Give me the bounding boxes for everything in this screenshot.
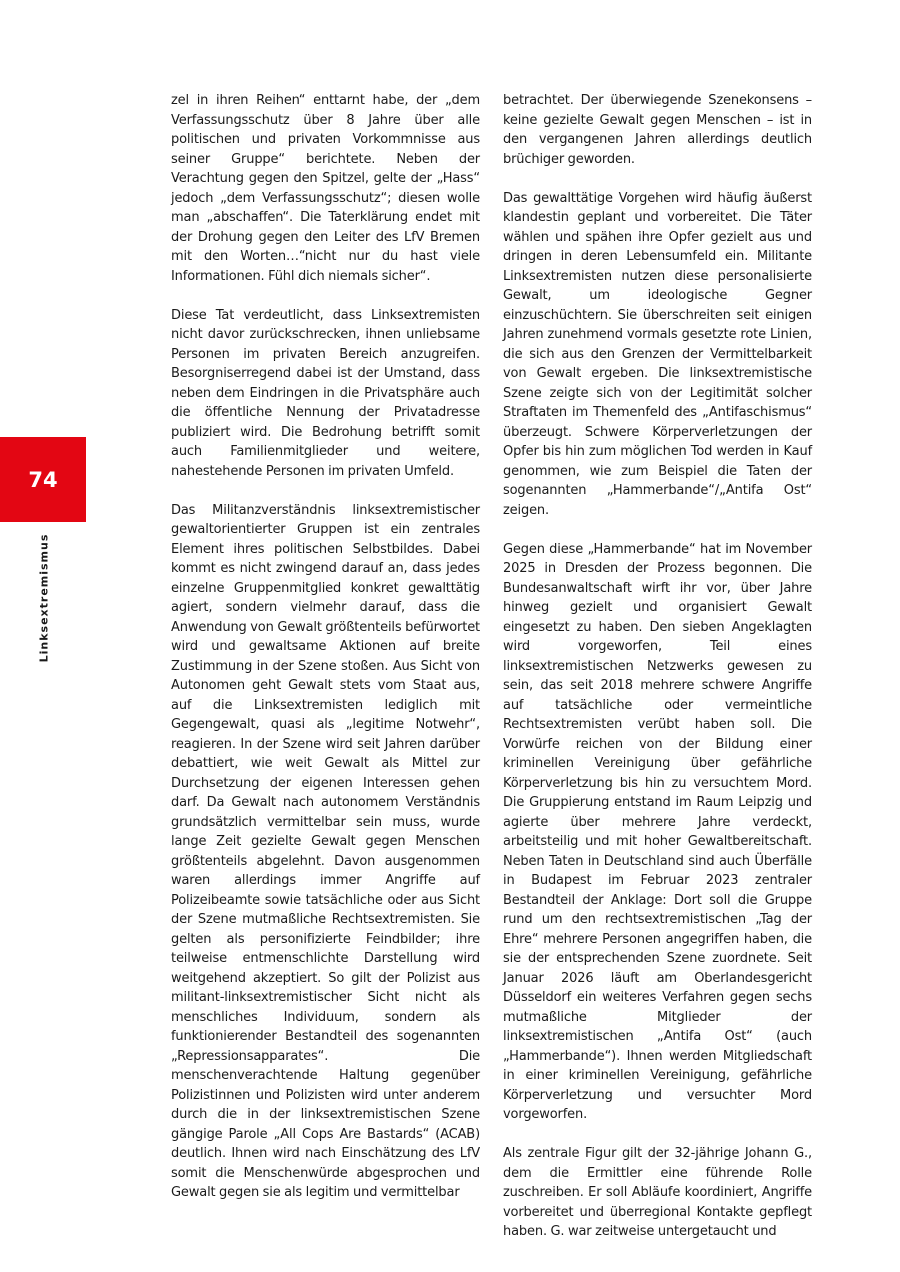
paragraph: Das Militanzverständnis linksextremistischer gewaltorientierter Gruppen ist ein zentrales Element ihres politischen Selbstbildes. Dabei kommt es nicht zwingend darauf an, dass jedes einzelne Gruppenmitglied konkret gewalttätig agiert, sondern vielmehr darauf, dass die Anwendung von Gewalt größtenteils befürwortet wird und gewaltsame Aktionen auf breite Zustimmung in der Szene stoßen. Aus Sicht von Autonomen geht Gewalt stets vom Staat aus, auf die Linksextremisten lediglich mit Gegengewalt, quasi als „legitime Notwehr“, reagieren. In der Szene wird seit Jahren darüber debattiert, wie weit Gewalt als Mittel zur Durchsetzung der eigenen Interessen gehen darf. Da Gewalt nach autonomem Verständnis grundsätzlich vermittelbar sein muss, wurde lange Zeit gezielte Gewalt gegen Menschen größtenteils abgelehnt. Davon ausgenommen waren allerdings immer Angriffe auf Polizeibeamte sowie tatsächliche oder aus Sicht der Szene mutmaßliche Rechtsextremisten. Sie gelten als personifizierte Feindbilder; ihre teilweise entmenschlichte Darstellung wird weitgehend akzeptiert. So gilt der Polizist aus militant-linksextremistischer Sicht nicht als menschliches Individuum, sondern als funktionierender Bestandteil des sogenannten „Repressionsapparates“. Die menschenverachtende Haltung gegenüber Polizistinnen und Polizisten wird unter anderem durch die in der linksextremistischen Szene gängige Parole „All Cops Are Bastards“ (ACAB) deutlich. Ihnen wird nach Einschätzung des LfV somit die Menschenwürde abgesprochen und Gewalt gegen sie als legitim und vermittelbar xyxy=(171,502,480,1200)
section-label: Linksextremismus xyxy=(37,533,51,663)
right-column xyxy=(503,91,812,1242)
paragraph: Das gewalttätige Vorgehen wird häufig äußerst klandestin geplant und vorbereitet. Die Täter wählen und spähen ihre Opfer gezielt aus und dringen in deren Lebensumfeld ein. Militante Linksextremisten nutzen diese personalisierte Gewalt, um ideologische Gegner einzuschüchtern. Sie überschreiten seit einigen Jahren zunehmend vormals gesetzte rote Linien, die sich aus den Grenzen der Vermittelbarkeit von Gewalt ergeben. Die linksextremistische Szene zeigte sich von der Legitimität solcher Straftaten im Themenfeld des „Antifaschismus“ überzeugt. Schwere Körperverletzungen der Opfer bis hin zum möglichen Tod werden in Kauf genommen, wie zum Beispiel die Taten der sogenannten „Hammerbande“/„Antifa Ost“ zeigen. xyxy=(503,190,812,518)
left-column xyxy=(171,91,480,1203)
paragraph: Diese Tat verdeutlicht, dass Linksextremisten nicht davor zurückschrecken, ihnen unliebsame Personen im privaten Bereich anzugreifen. Besorgniserregend dabei ist der Umstand, dass neben dem Eindringen in die Privatsphäre auch die öffentliche Nennung der Privatadresse publiziert wird. Die Bedrohung betrifft somit auch Familienmitglieder und weitere, nahestehende Personen im privaten Umfeld. xyxy=(171,307,480,479)
paragraph: Gegen diese „Hammerbande“ hat im November 2025 in Dresden der Prozess begonnen. Die Bundesanwaltschaft wirft ihr vor, über Jahre hinweg gezielt und organisiert Gewalt eingesetzt zu haben. Den sieben Angeklagten wird vorgeworfen, Teil eines linksextremistischen Netzwerks gewesen zu sein, das seit 2018 mehrere schwere Angriffe auf tatsächliche oder vermeintliche Rechtsextremisten verübt haben soll. Die Vorwürfe reichen von der Bildung einer kriminellen Vereinigung über gefährliche Körperverletzung bis hin zu versuchtem Mord. Die Gruppierung entstand im Raum Leipzig und agierte über mehrere Jahre verdeckt, arbeitsteilig und mit hoher Gewaltbereitschaft. Neben Taten in Deutschland sind auch Überfälle in Budapest im Februar 2023 zentraler Bestandteil der Anklage: Dort soll die Gruppe rund um den rechtsextremistischen „Tag der Ehre“ mehrere Personen angegriffen haben, die sie der entsprechenden Szene zuordnete. Seit Januar 2026 läuft am Oberlandesgericht Düsseldorf ein weiteres Verfahren gegen sechs mutmaßliche Mitglieder der linksextremistischen „Antifa Ost“ (auch „Hammerbande“). Ihnen werden Mitgliedschaft in einer kriminellen Vereinigung, gefährliche Körperverletzung und versuchter Mord vorgeworfen. xyxy=(503,541,812,1122)
paragraph: Als zentrale Figur gilt der 32-jährige Johann G., dem die Ermittler eine führende Rolle zuschreiben. Er soll Abläufe koordiniert, Angriffe vorbereitet und überregional Kontakte gepflegt haben. G. war zeitweise untergetaucht und xyxy=(503,1146,812,1239)
paragraph: zel in ihren Reihen“ enttarnt habe, der „dem Verfassungsschutz über 8 Jahre über alle politischen und privaten Vorkommnisse aus seiner Gruppe“ berichtete. Neben der Verachtung gegen den Spitzel, gelte der „Hass“ jedoch „dem Verfassungsschutz“; diesen wolle man „abschaffen“. Die Taterklärung endet mit der Drohung gegen den Leiter des LfV Bremen mit den Worten…“nicht nur du hast viele Informationen. Fühl dich niemals sicher“. xyxy=(171,93,480,284)
paragraph: betrachtet. Der überwiegende Szenekonsens – keine gezielte Gewalt gegen Menschen – ist in den vergangenen Jahren allerdings deutlich brüchiger geworden. xyxy=(503,93,812,167)
page-number-tab xyxy=(0,437,86,522)
page-number: 74 xyxy=(28,467,58,492)
